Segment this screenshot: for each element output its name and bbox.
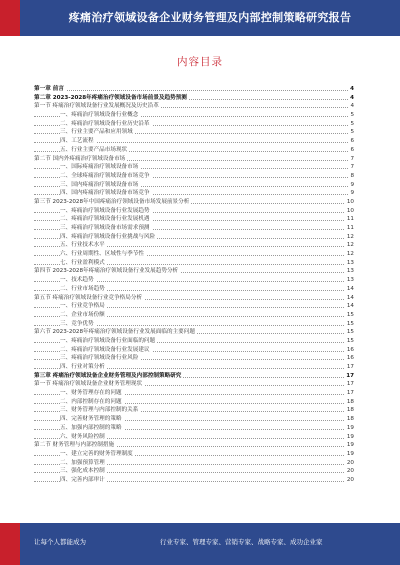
toc-entry-page: 14 bbox=[346, 303, 354, 310]
toc-entry-text: 二、疼痛治疗领域设备行业发展建议 bbox=[60, 346, 150, 353]
toc-entry-text: 一、财务管理存在的问题 bbox=[60, 390, 122, 397]
toc-entry-page: 15 bbox=[346, 337, 354, 344]
toc-entry[interactable] bbox=[34, 94, 354, 103]
toc-entry-text: 五、行业技术水平 bbox=[60, 242, 105, 249]
toc-entry-text: 一、建立完善的财务管理制度 bbox=[60, 450, 133, 457]
toc-entry[interactable] bbox=[34, 163, 354, 172]
toc-entry[interactable] bbox=[34, 85, 354, 94]
toc-entry-text: 三、强化成本控制 bbox=[60, 468, 105, 475]
toc-entry-page: 10 bbox=[346, 198, 354, 205]
toc-entry-page: 20 bbox=[346, 468, 354, 475]
toc-entry-text: 第一章 前言 bbox=[34, 86, 64, 92]
toc-entry-page: 8 bbox=[350, 172, 354, 179]
toc-entry-page: 12 bbox=[346, 251, 354, 258]
toc-entry-text: 五、行业主要产品市场现状 bbox=[60, 146, 128, 153]
toc-entry-page: 9 bbox=[350, 190, 354, 197]
toc-entry[interactable] bbox=[34, 233, 354, 242]
toc-entry[interactable] bbox=[34, 198, 354, 207]
toc-entry-text: 一、技术趋势 bbox=[60, 277, 94, 284]
toc-entry[interactable] bbox=[34, 128, 354, 137]
toc-entry-text: 四、工艺流程 bbox=[60, 138, 94, 145]
toc-entry[interactable] bbox=[34, 398, 354, 407]
toc-entry-page: 14 bbox=[346, 285, 354, 292]
toc-entry-page: 19 bbox=[346, 424, 354, 431]
toc-entry-text: 四、疼痛治疗领域设备行业挑战与风险 bbox=[60, 233, 156, 240]
toc-entry-page: 5 bbox=[350, 120, 354, 127]
toc-entry-text: 二、疼痛治疗领域设备行业历史沿革 bbox=[60, 120, 150, 127]
toc-entry[interactable] bbox=[34, 102, 354, 111]
toc-entry[interactable] bbox=[34, 172, 354, 181]
toc-entry[interactable] bbox=[34, 328, 354, 337]
toc-entry-page: 18 bbox=[346, 416, 354, 423]
toc-entry-text: 第一节 疼痛治疗领域设备企业财务管理现状 bbox=[34, 381, 143, 388]
toc-entry-text: 第二节 财务管理与内部控制措施 bbox=[34, 442, 115, 449]
toc-entry-page: 4 bbox=[350, 103, 354, 110]
toc-entry[interactable] bbox=[34, 389, 354, 398]
toc-entry-page: 12 bbox=[346, 233, 354, 240]
toc-entry[interactable] bbox=[34, 111, 354, 120]
toc-entry-page: 16 bbox=[346, 355, 354, 362]
toc-entry[interactable] bbox=[34, 363, 354, 372]
footer-tagline: 行业专家、管理专家、营销专家、战略专家、成功企业家 bbox=[160, 538, 323, 546]
toc-entry-text: 第一节 疼痛治疗领域设备行业发展概况及历史沿革 bbox=[34, 103, 159, 110]
toc-entry[interactable] bbox=[34, 346, 354, 355]
toc-entry-page: 5 bbox=[350, 129, 354, 136]
toc-entry[interactable] bbox=[34, 459, 354, 468]
toc-entry-text: 四、国内疼痛治疗领域设备市场竞争 bbox=[60, 190, 150, 197]
toc-entry[interactable] bbox=[34, 320, 354, 329]
toc-entry[interactable] bbox=[34, 415, 354, 424]
toc-entry[interactable] bbox=[34, 259, 354, 268]
report-title: 疼痛治疗领域设备企业财务管理及内部控制策略研究报告 bbox=[68, 11, 352, 24]
footer-slogan: 让每个人都能成为 bbox=[34, 538, 86, 546]
toc-entry[interactable] bbox=[34, 181, 354, 190]
toc-entry-page: 13 bbox=[346, 259, 354, 266]
toc-entry-text: 四、行业对策分析 bbox=[60, 364, 105, 370]
toc-entry[interactable] bbox=[34, 337, 354, 346]
toc-entry-page: 10 bbox=[346, 207, 354, 214]
toc-entry-page: 4 bbox=[350, 86, 354, 92]
toc-entry-text: 六、财务风险控制 bbox=[60, 433, 105, 440]
toc-entry-page: 15 bbox=[346, 329, 354, 336]
toc-entry-text: 六、行业周期性、区域性与季节性 bbox=[60, 251, 144, 258]
toc-entry-page: 15 bbox=[346, 320, 354, 327]
toc-entry-page: 4 bbox=[350, 94, 354, 101]
toc-entry-text: 第二节 国内外疼痛治疗领域设备市场 bbox=[34, 155, 126, 162]
toc-entry-page: 13 bbox=[346, 268, 354, 275]
toc-entry-text: 一、疼痛治疗领域设备行业发展趋势 bbox=[60, 207, 150, 214]
toc-entry-text: 三、行业主要产品和应用领域 bbox=[60, 129, 133, 136]
toc-entry[interactable] bbox=[34, 476, 354, 485]
toc-entry-text: 二、疼痛治疗领域设备行业发展机遇 bbox=[60, 216, 150, 223]
toc-entry[interactable] bbox=[34, 267, 354, 276]
toc-entry-text: 四、完善财务管理的策略 bbox=[60, 416, 122, 423]
toc-entry-page: 13 bbox=[346, 277, 354, 284]
toc-entry-text: 第六节 2023-2028年疼痛治疗领域设备行业发展面临的主要问题 bbox=[34, 329, 195, 336]
toc-entry[interactable] bbox=[34, 215, 354, 224]
toc-entry-text: 三、财务管理与内部控制的关系 bbox=[60, 407, 139, 414]
toc-entry[interactable] bbox=[34, 189, 354, 198]
toc-entry-page: 17 bbox=[346, 390, 354, 397]
toc-entry-text: 七、行业盈利模式 bbox=[60, 259, 105, 266]
toc-entry[interactable] bbox=[34, 406, 354, 415]
toc-entry-text: 第三章 疼痛治疗领域设备企业财务管理及内部控制策略研究 bbox=[34, 372, 182, 379]
toc-entry-text: 四、完善内部审计 bbox=[60, 476, 105, 483]
toc-entry-text: 二、内部控制存在的问题 bbox=[60, 398, 122, 405]
toc-entry-page: 18 bbox=[346, 398, 354, 405]
toc-entry-page: 18 bbox=[346, 407, 354, 414]
toc-entry-page: 12 bbox=[346, 242, 354, 249]
toc-entry-page: 9 bbox=[350, 181, 354, 188]
toc-entry[interactable] bbox=[34, 120, 354, 129]
toc-entry[interactable] bbox=[34, 224, 354, 233]
toc-entry[interactable] bbox=[34, 146, 354, 155]
toc-entry-page: 7 bbox=[350, 155, 354, 162]
toc-entry-text: 二、企业市场份额 bbox=[60, 311, 105, 318]
toc-entry[interactable] bbox=[34, 276, 354, 285]
footer-band bbox=[20, 523, 400, 565]
toc-entry[interactable] bbox=[34, 372, 354, 381]
toc-entry-page: 6 bbox=[350, 146, 354, 153]
toc-entry-text: 一、疼痛治疗领域设备行业面临的问题 bbox=[60, 337, 156, 344]
toc-entry[interactable] bbox=[34, 467, 354, 476]
toc-entry-page: 15 bbox=[346, 311, 354, 318]
toc-entry[interactable] bbox=[34, 207, 354, 216]
toc-entry[interactable] bbox=[34, 380, 354, 389]
toc-entry-text: 一、疼痛治疗领域设备行业概念 bbox=[60, 112, 139, 119]
toc-entry-page: 11 bbox=[346, 225, 354, 231]
toc-entry[interactable] bbox=[34, 250, 354, 259]
toc-leader-dots bbox=[34, 90, 348, 91]
toc-entry-page: 19 bbox=[346, 442, 354, 449]
toc-entry-text: 三、疼痛治疗领域设备市场需求预测 bbox=[60, 225, 150, 231]
toc-entry-page: 17 bbox=[346, 381, 354, 388]
toc-entry[interactable] bbox=[34, 137, 354, 146]
toc-entry-text: 二、加强预算管理 bbox=[60, 459, 105, 466]
toc-entry[interactable] bbox=[34, 424, 354, 433]
toc-entry-page: 20 bbox=[346, 459, 354, 466]
toc-entry-page: 19 bbox=[346, 433, 354, 440]
toc-entry-page: 6 bbox=[350, 138, 354, 145]
toc-entry-page: 5 bbox=[350, 112, 354, 119]
toc-entry-page: 20 bbox=[346, 476, 354, 483]
toc-entry[interactable] bbox=[34, 311, 354, 320]
toc-entry-text: 第二章 2023-2028年疼痛治疗领域设备市场前景及趋势预测 bbox=[34, 94, 187, 101]
toc-entry-text: 第三节 2023-2028年中国疼痛治疗领域设备市场发展前景分析 bbox=[34, 198, 190, 205]
toc-entry-text: 三、国内疼痛治疗领域设备市场 bbox=[60, 181, 139, 188]
toc-entry-page: 16 bbox=[346, 346, 354, 353]
toc-entry-page: 19 bbox=[346, 450, 354, 457]
toc-entry[interactable] bbox=[34, 354, 354, 363]
toc-entry[interactable] bbox=[34, 241, 354, 250]
toc-entry-text: 二、全球疼痛治疗领域设备市场竞争 bbox=[60, 172, 150, 179]
toc-entry-text: 第四节 2023-2028年疼痛治疗领域设备行业发展趋势分析 bbox=[34, 268, 179, 275]
toc-entry-text: 第五节 疼痛治疗领域设备行业竞争格局分析 bbox=[34, 294, 143, 301]
toc-entry-page: 11 bbox=[346, 216, 354, 223]
toc-entry-text: 一、国际疼痛治疗领域设备市场 bbox=[60, 164, 139, 171]
toc-entry[interactable] bbox=[34, 155, 354, 164]
toc-entry-text: 二、行业市场趋势 bbox=[60, 285, 105, 292]
toc-entry[interactable] bbox=[34, 285, 354, 294]
toc-entry[interactable] bbox=[34, 294, 354, 303]
table-of-contents bbox=[34, 85, 354, 485]
toc-entry-text: 三、疼痛治疗领域设备行业风险 bbox=[60, 355, 139, 362]
toc-title: 内容目录 bbox=[177, 56, 223, 68]
toc-entry[interactable] bbox=[34, 450, 354, 459]
toc-entry[interactable] bbox=[34, 433, 354, 442]
toc-entry-page: 17 bbox=[346, 372, 354, 379]
toc-entry-text: 三、竞争优势 bbox=[60, 320, 94, 327]
toc-entry-page: 7 bbox=[350, 164, 354, 171]
header-accent-bar bbox=[0, 0, 20, 36]
page-footer bbox=[0, 523, 400, 565]
toc-entry[interactable] bbox=[34, 302, 354, 311]
toc-entry-page: 17 bbox=[346, 364, 354, 370]
page-header bbox=[0, 0, 400, 36]
toc-entry[interactable] bbox=[34, 441, 354, 450]
toc-entry-page: 14 bbox=[346, 294, 354, 301]
toc-entry-text: 一、行业竞争格局 bbox=[60, 303, 105, 310]
toc-entry-text: 五、加强内部控制的策略 bbox=[60, 424, 122, 431]
